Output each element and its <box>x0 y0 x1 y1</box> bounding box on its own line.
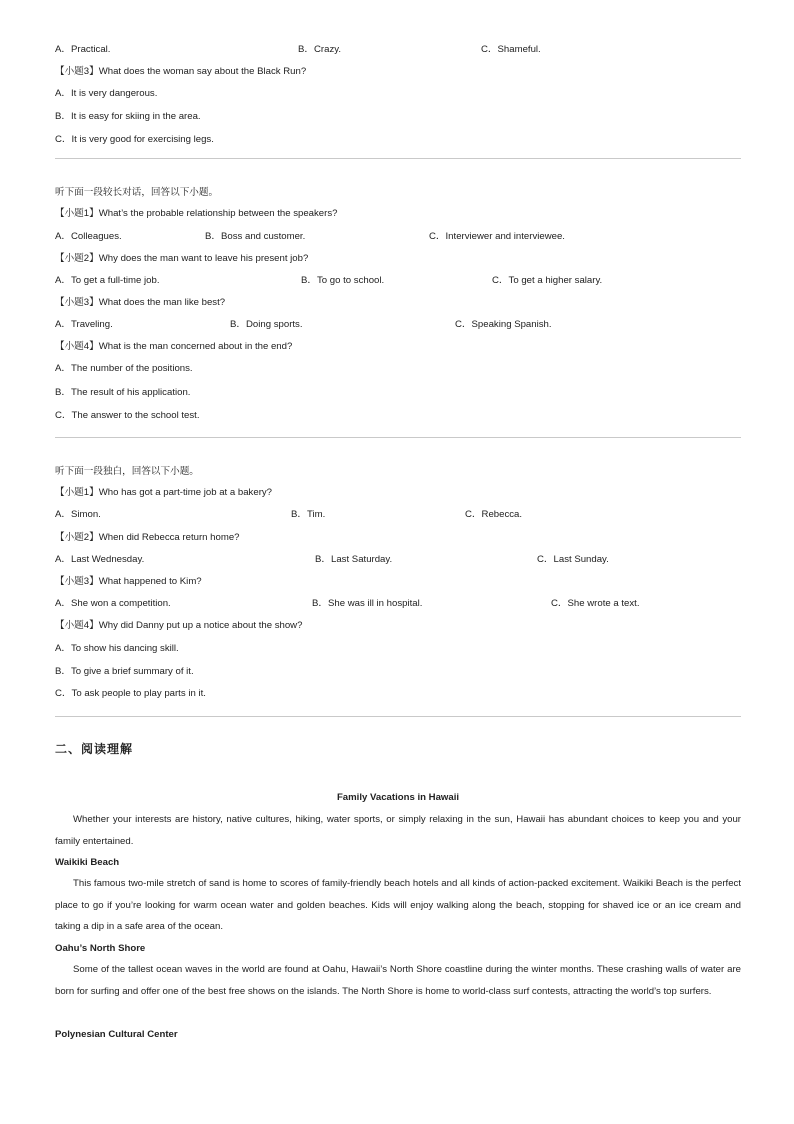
passage-title: Family Vacations in Hawaii <box>336 792 460 803</box>
s3-question-2: 【小题2】When did Rebecca return home? <box>55 532 240 543</box>
s2-q2-option-b: B．To go to school. <box>301 275 385 286</box>
heading-north-shore: Oahu’s North Shore <box>55 943 146 954</box>
s3-q2-option-a: A．Last Wednesday. <box>55 554 145 565</box>
heading-waikiki-beach: Waikiki Beach <box>55 857 120 868</box>
s3-question-4: 【小题4】Why did Danny put up a notice about the show? <box>55 620 303 631</box>
s3-q1-option-a: A．Simon. <box>55 509 101 520</box>
s3-question-3: 【小题3】What happened to Kim? <box>55 576 202 587</box>
divider <box>55 716 741 717</box>
s2-q2-option-a: A．To get a full-time job. <box>55 275 160 286</box>
s3-q2-option-c: C．Last Sunday. <box>537 554 609 565</box>
heading-polynesian-cultural-center: Polynesian Cultural Center <box>55 1029 178 1040</box>
s3-q1-option-b: B．Tim. <box>291 509 326 520</box>
s2-question-4: 【小题4】What is the man concerned about in the end? <box>55 341 293 352</box>
s1-question-3: 【小题3】What does the woman say about the Black Run? <box>55 66 307 77</box>
s2-q1-option-a: A．Colleagues. <box>55 231 122 242</box>
s1-q3-option-c: C．It is very good for exercising legs. <box>55 134 214 145</box>
s3-question-1: 【小题1】Who has got a part-time job at a bakery? <box>55 487 273 498</box>
s3-instructions: 听下面一段独白，回答以下小题。 <box>55 466 199 477</box>
s3-q1-option-c: C．Rebecca. <box>465 509 523 520</box>
s3-q4-option-c: C．To ask people to play parts in it. <box>55 688 206 699</box>
s1-q3-option-b: B．It is easy for skiing in the area. <box>55 111 201 122</box>
paragraph-waikiki-beach: This famous two-mile stretch of sand is home to scores of family-friendly beach hotels and all kinds of action-packed excitement. Waikiki Beach is the perfect place to go if you’re looking for warm ocean water and golden beaches. Kids will enjoy walking along the beach, stopping for shaved ice or an ice cream and taking a dip in a safe area of the ocean. <box>55 878 741 932</box>
s2-q4-option-b: B．The result of his application. <box>55 387 191 398</box>
passage-intro: Whether your interests are history, native cultures, hiking, water sports, or simply relaxing in the sun, Hawaii has abundant choices to keep you and your family entertained. <box>55 814 741 847</box>
s2-q2-option-c: C．To get a higher salary. <box>492 275 603 286</box>
s2-question-2: 【小题2】Why does the man want to leave his present job? <box>55 253 309 264</box>
s3-q3-option-a: A．She won a competition. <box>55 598 171 609</box>
s2-q4-option-c: C．The answer to the school test. <box>55 410 200 421</box>
divider <box>55 158 741 159</box>
s3-q4-option-b: B．To give a brief summary of it. <box>55 666 194 677</box>
s3-q3-option-b: B．She was ill in hospital. <box>312 598 423 609</box>
s2-question-1: 【小题1】What’s the probable relationship between the speakers? <box>55 208 338 219</box>
s1-q2-option-b: B．Crazy. <box>298 44 341 55</box>
s2-q3-option-c: C．Speaking Spanish. <box>455 319 552 330</box>
section-title: 二、阅读理解 <box>55 742 134 756</box>
s3-q2-option-b: B．Last Saturday. <box>315 554 393 565</box>
s1-q3-option-a: A．It is very dangerous. <box>55 88 158 99</box>
paragraph-north-shore: Some of the tallest ocean waves in the world are found at Oahu, Hawaii’s North Shore coastline during the winter months. These crashing walls of water are born for surfing and offer one of the best free shows on the islands. The North Shore is home to world-class surf contests, attracting the world’s top surfers. <box>55 964 741 997</box>
s2-question-3: 【小题3】What does the man like best? <box>55 297 226 308</box>
s1-q2-option-c: C．Shameful. <box>481 44 541 55</box>
divider <box>55 437 741 438</box>
s1-q2-option-a: A．Practical. <box>55 44 111 55</box>
s2-q3-option-a: A．Traveling. <box>55 319 113 330</box>
s2-q1-option-c: C．Interviewer and interviewee. <box>429 231 565 242</box>
s2-instructions: 听下面一段较长对话，回答以下小题。 <box>55 187 219 198</box>
s2-q3-option-b: B．Doing sports. <box>230 319 303 330</box>
s3-q4-option-a: A．To show his dancing skill. <box>55 643 179 654</box>
s3-q3-option-c: C．She wrote a text. <box>551 598 640 609</box>
s2-q4-option-a: A．The number of the positions. <box>55 363 193 374</box>
s2-q1-option-b: B．Boss and customer. <box>205 231 306 242</box>
